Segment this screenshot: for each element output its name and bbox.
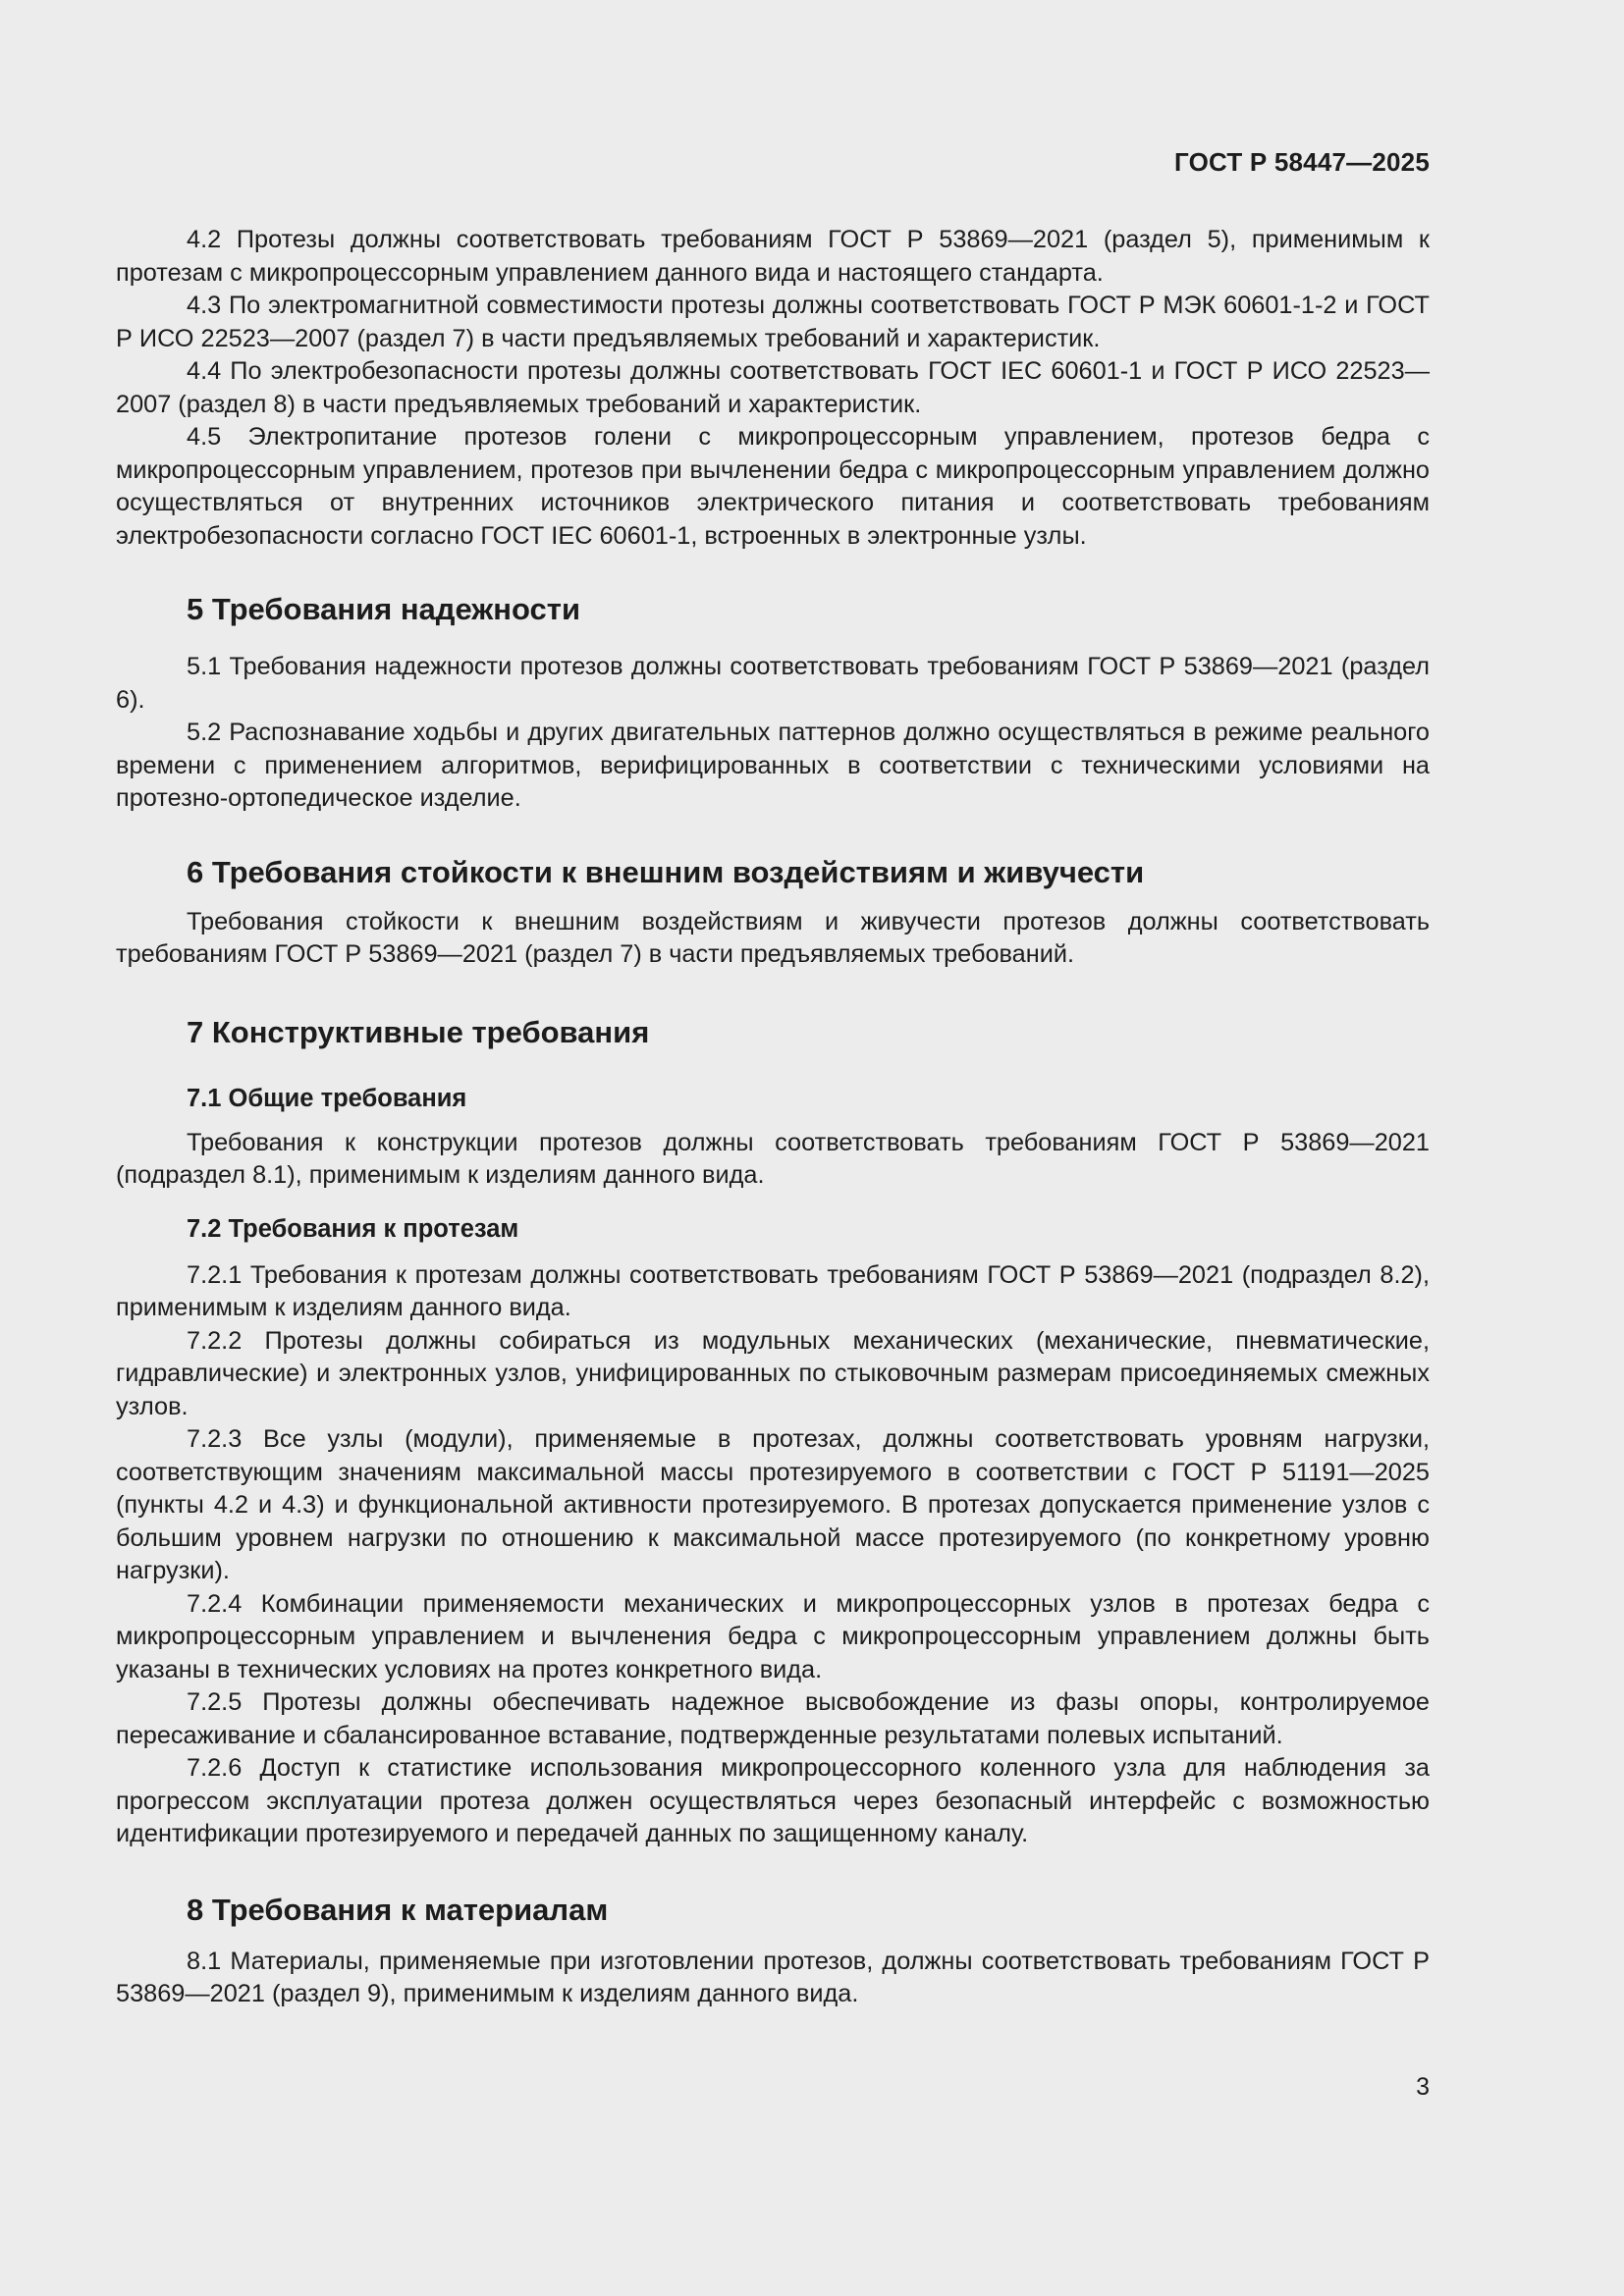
clause-4-5: 4.5 Электропитание протезов голени с микропроцессорным управлением, протезов бедра с микропроцессорным управлением, протезов при вычленении бедра с микропроцессорным управлением должно осуществляться от внутренних источников электрического питания и соответствовать требованиям электробезопасности согласно ГОСТ IEC 60601-1, встроенных в электронные узлы. — [116, 423, 1430, 550]
clause-5-1: 5.1 Требования надежности протезов должны соответствовать требованиям ГОСТ Р 53869—2021 (раздел 6). — [116, 653, 1430, 714]
clause-5-2: 5.2 Распознавание ходьбы и других двигательных паттернов должно осуществляться в режиме реального времени с применением алгоритмов, верифицированных в соответствии с техническими условиями на протезно-ортопедическое изделие. — [116, 719, 1430, 812]
section-6-text: Требования стойкости к внешним воздействиям и живучести протезов должны соответствовать требованиям ГОСТ Р 53869—2021 (раздел 7) в части предъявляемых требований. — [116, 907, 1430, 968]
clause-8-1: 8.1 Материалы, применяемые при изготовлении протезов, должны соответствовать требованиям ГОСТ Р 53869—2021 (раздел 9), применимым к изделиям данного вида. — [116, 1947, 1430, 2007]
clause-7-2-4: 7.2.4 Комбинации применяемости механических и микропроцессорных узлов в протезах бедра с микропроцессорным управлением и вычленения бедра с микропроцессорным управлением должны быть указаны в технических условиях на протез конкретного вида. — [116, 1589, 1430, 1683]
section-7-heading: 7 Конструктивные требования — [187, 1014, 650, 1049]
subsection-7-1-text: Требования к конструкции протезов должны соответствовать требованиям ГОСТ Р 53869—2021 (подраздел 8.1), применимым к изделиям данного вида. — [116, 1128, 1430, 1189]
clause-7-2-6: 7.2.6 Доступ к статистике использования микропроцессорного коленного узла для наблюдения за прогрессом эксплуатации протеза должен осуществляться через безопасный интерфейс с возможностью идентификации протезируемого и передачей данных по защищенному каналу. — [116, 1754, 1430, 1847]
page-number: 3 — [1416, 2073, 1430, 2101]
section-8-heading: 8 Требования к материалам — [187, 1892, 609, 1927]
clause-4-2: 4.2 Протезы должны соответствовать требованиям ГОСТ Р 53869—2021 (раздел 5), применимым к протезам с микропроцессорным управлением данного вида и настоящего стандарта. — [116, 226, 1430, 287]
clause-4-3: 4.3 По электромагнитной совместимости протезы должны соответствовать ГОСТ Р МЭК 60601-1-2 и ГОСТ Р ИСО 22523—2007 (раздел 7) в части предъявляемых требований и характеристик. — [116, 292, 1430, 352]
clause-4-4: 4.4 По электробезопасности протезы должны соответствовать ГОСТ IEC 60601-1 и ГОСТ Р ИСО 22523—2007 (раздел 8) в части предъявляемых требований и характеристик. — [116, 357, 1430, 418]
document-designation: ГОСТ Р 58447—2025 — [1174, 147, 1430, 177]
clause-7-2-3: 7.2.3 Все узлы (модули), применяемые в протезах, должны соответствовать уровням нагрузки, соответствующим значениям максимальной массы протезируемого в соответствии с ГОСТ Р 51191—2025 (пункты 4.2 и 4.3) и функциональной активности протезируемого. В протезах допускается применение узлов с большим уровнем нагрузки по отношению к максимальной массе протезируемого (по конкретному уровню нагрузки). — [116, 1425, 1430, 1584]
section-6-heading: 6 Требования стойкости к внешним воздействиям и живучести — [187, 854, 1145, 889]
clause-7-2-2: 7.2.2 Протезы должны собираться из модульных механических (механические, пневматические, гидравлические) и электронных узлов, унифицированных по стыковочным размерам присоединяемых смежных узлов. — [116, 1326, 1430, 1420]
clause-7-2-1: 7.2.1 Требования к протезам должны соответствовать требованиям ГОСТ Р 53869—2021 (подраздел 8.2), применимым к изделиям данного вида. — [116, 1260, 1430, 1321]
document-body — [116, 224, 1430, 2011]
clause-7-2-5: 7.2.5 Протезы должны обеспечивать надежное высвобождение из фазы опоры, контролируемое пересаживание и сбалансированное вставание, подтвержденные результатами полевых испытаний. — [116, 1688, 1430, 1749]
subsection-7-1-heading: 7.1 Общие требования — [187, 1084, 467, 1112]
section-5-heading: 5 Требования надежности — [187, 592, 581, 626]
subsection-7-2-heading: 7.2 Требования к протезам — [187, 1214, 519, 1243]
